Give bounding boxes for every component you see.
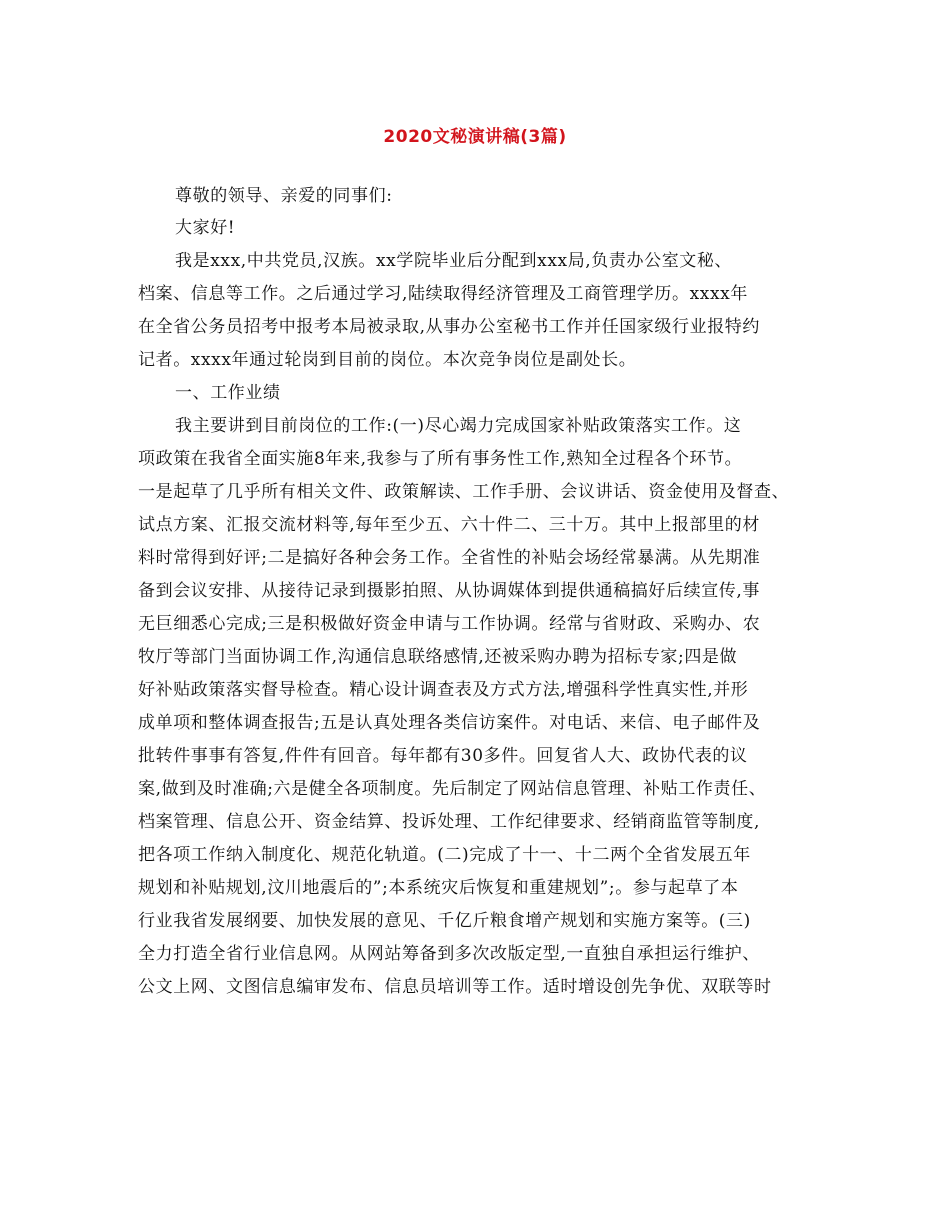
body-line: 一是起草了几乎所有相关文件、政策解读、工作手册、会议讲话、资金使用及督查、 bbox=[138, 482, 790, 502]
body-line: 尊敬的领导、亲爱的同事们: bbox=[175, 186, 393, 206]
body-line: 成单项和整体调查报告;五是认真处理各类信访案件。对电话、来信、电子邮件及 bbox=[138, 713, 761, 733]
body-line: 我是xxx,中共党员,汉族。xx学院毕业后分配到xxx局,负责办公室文秘、 bbox=[175, 251, 733, 271]
body-line: 公文上网、文图信息编审发布、信息员培训等工作。适时增设创先争优、双联等时 bbox=[138, 977, 772, 997]
body-line: 全力打造全省行业信息网。从网站筹备到多次改版定型,一直独自承担运行维护、 bbox=[138, 944, 761, 964]
document-title: 2020文秘演讲稿(3篇) bbox=[383, 127, 567, 147]
body-line: 规划和补贴规划,汶川地震后的”;本系统灾后恢复和重建规划”;。参与起草了本 bbox=[138, 878, 739, 898]
body-line: 无巨细悉心完成;三是积极做好资金申请与工作协调。经常与省财政、采购办、农 bbox=[138, 614, 761, 634]
body-line: 我主要讲到目前岗位的工作:(一)尽心竭力完成国家补贴政策落实工作。这 bbox=[175, 416, 742, 436]
body-line: 项政策在我省全面实施8年来,我参与了所有事务性工作,熟知全过程各个环节。 bbox=[138, 449, 743, 469]
body-line: 大家好! bbox=[175, 218, 236, 238]
body-line: 在全省公务员招考中报考本局被录取,从事办公室秘书工作并任国家级行业报特约 bbox=[138, 317, 761, 337]
body-line: 记者。xxxx年通过轮岗到目前的岗位。本次竞争岗位是副处长。 bbox=[138, 350, 637, 370]
body-line: 档案管理、信息公开、资金结算、投诉处理、工作纪律要求、经销商监管等制度, bbox=[138, 812, 761, 832]
body-line: 试点方案、汇报交流材料等,每年至少五、六十件二、三十万。其中上报部里的材 bbox=[138, 515, 761, 535]
body-line: 案,做到及时准确;六是健全各项制度。先后制定了网站信息管理、补贴工作责任、 bbox=[138, 779, 767, 799]
body-line: 档案、信息等工作。之后通过学习,陆续取得经济管理及工商管理学历。xxxx年 bbox=[138, 284, 748, 304]
body-line: 把各项工作纳入制度化、规范化轨道。(二)完成了十一、十二两个全省发展五年 bbox=[138, 845, 751, 865]
body-line: 行业我省发展纲要、加快发展的意见、千亿斤粮食增产规划和实施方案等。(三) bbox=[138, 911, 751, 931]
body-line: 牧厅等部门当面协调工作,沟通信息联络感情,还被采购办聘为招标专家;四是做 bbox=[138, 647, 738, 667]
section-heading: 一、工作业绩 bbox=[175, 383, 281, 403]
body-line: 批转件事事有答复,件件有回音。每年都有30多件。回复省人大、政协代表的议 bbox=[138, 746, 748, 766]
body-line: 料时常得到好评;二是搞好各种会务工作。全省性的补贴会场经常暴满。从先期准 bbox=[138, 548, 761, 568]
body-line: 好补贴政策落实督导检查。精心设计调查表及方式方法,增强科学性真实性,并形 bbox=[138, 680, 749, 700]
body-line: 备到会议安排、从接待记录到摄影拍照、从协调媒体到提供通稿搞好后续宣传,事 bbox=[138, 581, 761, 601]
